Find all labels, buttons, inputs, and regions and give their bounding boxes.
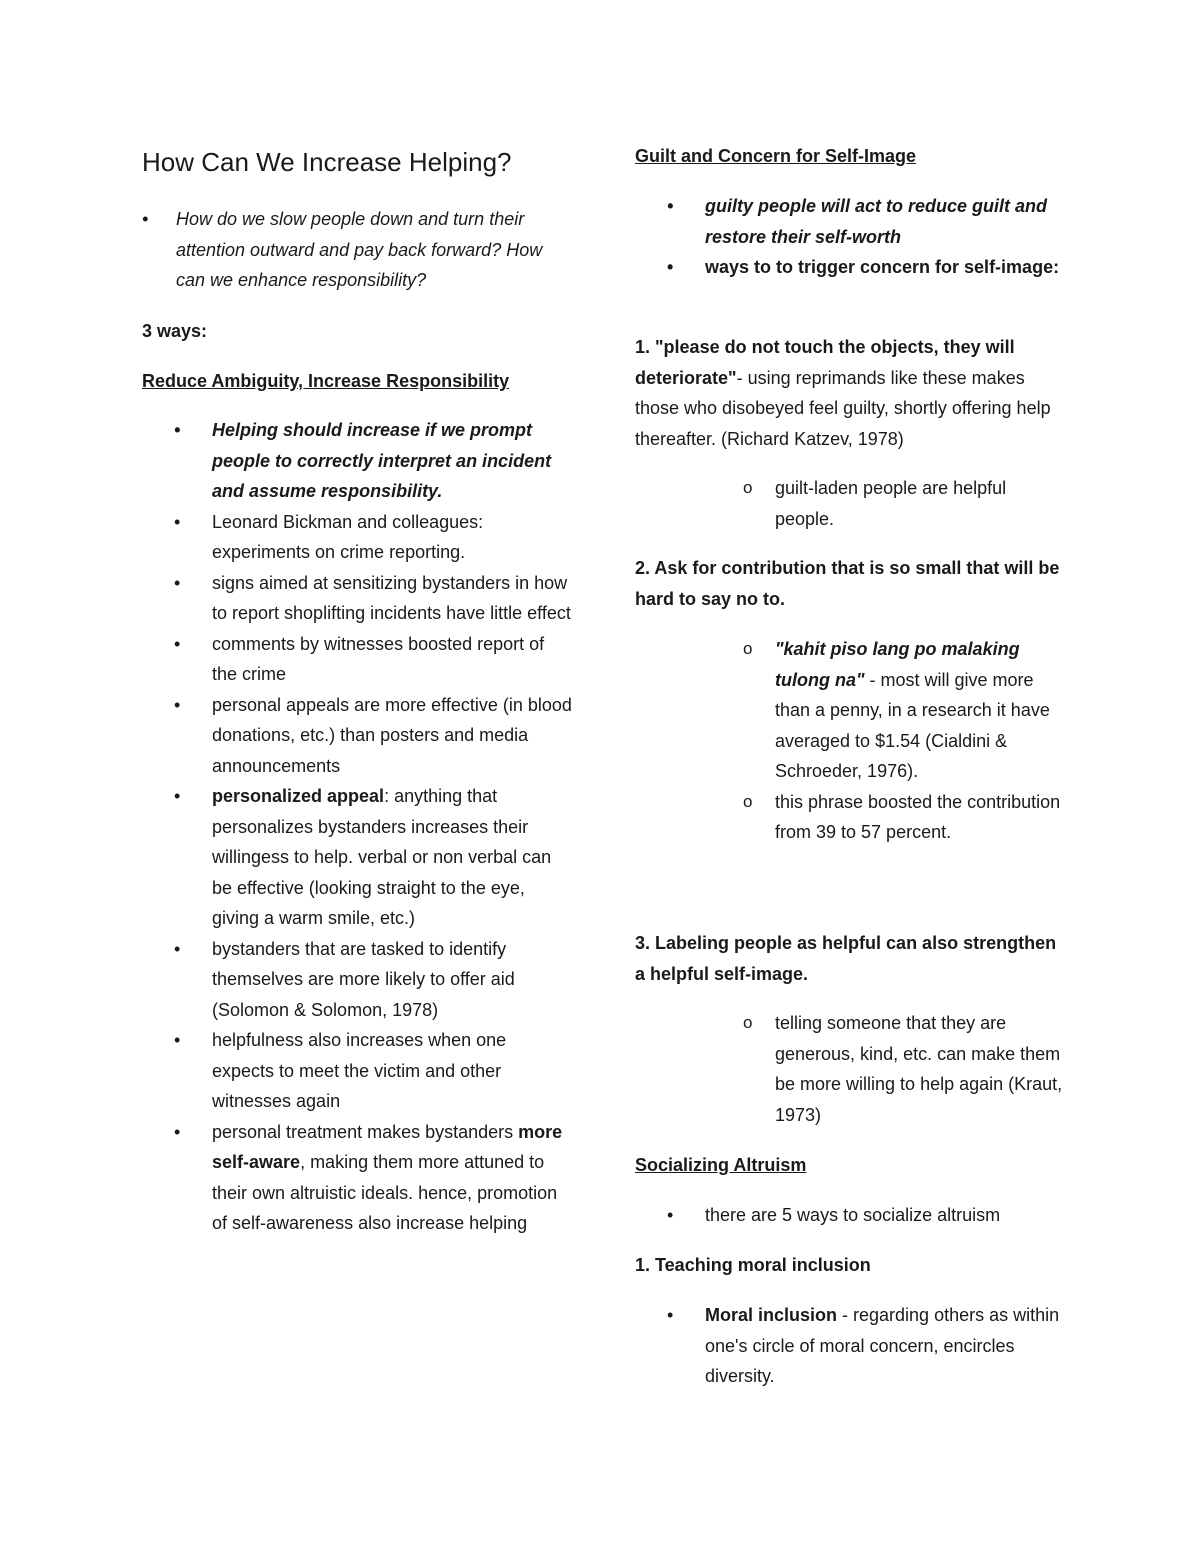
item-text: - regarding others as within one's circle of moral concern, encircles diversity. — [705, 1305, 1060, 1386]
moral-inclusion-list — [635, 1300, 1065, 1392]
ways-label: 3 ways: — [142, 321, 208, 341]
sub-list-item: o this phrase boosted the contribution from 39 to 57 percent. — [635, 787, 1065, 848]
responsibility-list — [142, 415, 572, 1239]
point-1-quote: 1. "please do not touch the objects, they will deteriorate" — [635, 337, 1015, 388]
point-3-sublist — [635, 1008, 1065, 1130]
list-item — [142, 781, 572, 934]
intro-list — [142, 204, 572, 296]
list-item: • Leonard Bickman and colleagues: experiments on crime reporting. — [142, 507, 572, 568]
point-1-text: - using reprimands like these makes those who disobeyed feel guilty, shortly offering help thereafter. (Richard Katzev, 1978) — [635, 367, 1051, 449]
list-item: • ways to to trigger concern for self-image: — [635, 252, 1065, 283]
list-item: • guilty people will act to reduce guilt and restore their self-worth — [635, 191, 1065, 252]
section-heading-guilt: Guilt and Concern for Self-Image — [635, 146, 917, 166]
section-heading-socializing-altruism: Socializing Altruism — [635, 1155, 807, 1175]
bold-term: Moral inclusion — [705, 1305, 838, 1325]
item-text: - most will give more than a penny, in a research it have averaged to $1.54 (Cialdini & Schroeder, 1976). — [775, 669, 1050, 781]
list-item: • helpfulness also increases when one expects to meet the victim and other witnesses again — [142, 1025, 572, 1117]
quote-phrase: "kahit piso lang po malaking tulong na" — [775, 639, 1020, 690]
point-2-sublist — [635, 634, 1065, 848]
point-1-paragraph — [635, 332, 1065, 454]
list-item: • Helping should increase if we prompt people to correctly interpret an incident and assume responsibility. — [142, 415, 572, 507]
list-item — [142, 1117, 572, 1239]
guilt-list — [635, 191, 1065, 283]
point-3-paragraph: 3. Labeling people as helpful can also strengthen a helpful self-image. — [635, 933, 1057, 984]
item-text: personal treatment makes bystanders — [212, 1121, 519, 1142]
section-heading-reduce-ambiguity: Reduce Ambiguity, Increase Responsibility — [142, 371, 510, 391]
list-item: • there are 5 ways to socialize altruism — [635, 1200, 1065, 1231]
altruism-list — [635, 1200, 1065, 1231]
item-text: : anything that personalizes bystanders increases their willingess to help. verbal or non verbal can be effective (looking straight to the eye, giving a warm smile, etc.) — [212, 786, 552, 928]
bold-term: more self-aware — [212, 1121, 563, 1172]
sub-list-item — [635, 634, 1065, 787]
teaching-heading: 1. Teaching moral inclusion — [635, 1255, 871, 1275]
point-2-paragraph: 2. Ask for contribution that is so small that will be hard to say no to. — [635, 558, 1060, 609]
sub-list-item: o guilt-laden people are helpful people. — [635, 473, 1065, 534]
page-title: How Can We Increase Helping? — [142, 147, 512, 177]
list-item: • comments by witnesses boosted report of the crime — [142, 629, 572, 690]
list-item: • How do we slow people down and turn their attention outward and pay back forward? How can we enhance responsibility? — [142, 204, 572, 296]
list-item — [635, 1300, 1065, 1392]
bold-term: personalized appeal — [212, 786, 385, 806]
item-text: , making them more attuned to their own altruistic ideals. hence, promotion of self-awareness also increase helping — [212, 1152, 558, 1233]
sub-list-item: o telling someone that they are generous, kind, etc. can make them be more willing to help again (Kraut, 1973) — [635, 1008, 1065, 1130]
list-item: • bystanders that are tasked to identify themselves are more likely to offer aid (Solomon & Solomon, 1978) — [142, 934, 572, 1026]
list-item: • signs aimed at sensitizing bystanders in how to report shoplifting incidents have little effect — [142, 568, 572, 629]
list-item: • personal appeals are more effective (in blood donations, etc.) than posters and media announcements — [142, 690, 572, 782]
point-1-sublist — [635, 473, 1065, 534]
